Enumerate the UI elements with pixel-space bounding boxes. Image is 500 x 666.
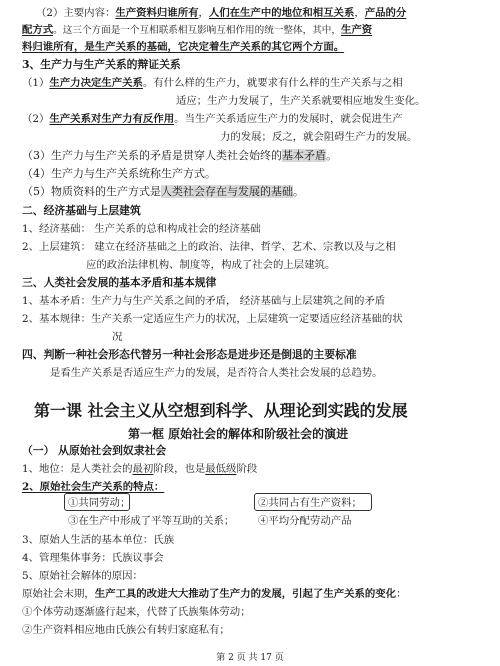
section-heading: （一） 从原始社会到奴隶社会 [22,444,167,457]
content-line [22,185,304,199]
text: （3）生产力与生产关系的矛盾是贯穿人类社会始终的 [22,149,282,162]
page-footer: 第 2 页 共 17 页 [216,653,284,663]
content-line: 2、原始社会生产关系的特点： [22,481,165,493]
content-line [22,149,337,163]
characteristic-item: ④平均分配劳动产品 [258,515,352,527]
characteristic-item: ①共同劳动； [68,497,131,509]
content-line: 适应；生产力发展了，生产关系就要相应地发生变化。 [176,95,426,107]
highlighted-term: 基本矛盾 [282,149,326,162]
content-line: 2、基本规律：生产关系一定适应生产力的状况，上层建筑一定要适应经济基础的状 [22,313,403,325]
highlighted-term: 人类社会存在与发展的基础 [161,185,293,198]
underlined-term: 生产关系对生产力有反作用 [49,113,175,125]
text: ， [198,7,209,19]
content-line: 5、原始社会解体的原因： [22,570,143,582]
text: 。有什么样的生产力，就要求有什么样的生产关系与之相 [142,77,403,89]
bold-sentence: 生产工具的改进大大推动了生产力的发展，引起了生产关系的变化 [94,588,397,600]
underlined-term: 人们在生产中的地位和相互关系 [208,7,355,19]
text: 。这三个方面是一个互相联系相互影响互相作用的统一整体，其中， [53,25,341,36]
section-heading: 3、生产力与生产关系的辩证关系 [22,58,181,71]
text: 阶段，也是 [153,463,206,475]
lesson-title: 第一课 社会主义从空想到科学、从理论到实践的发展 [34,401,408,420]
underlined-term: 配方式 [22,24,54,36]
underlined-term: 最低级 [205,463,237,475]
lesson-subtitle: 第一框 原始社会的解体和阶级社会的演进 [128,427,349,441]
section-heading: 二、经济基础与上层建筑 [22,204,141,217]
content-line [36,6,406,20]
text: （1） [22,77,50,89]
text: 1、地位：是人类社会的 [22,463,133,475]
text: 。 [326,149,337,162]
content-line: 力的发展；反之，就会阻碍生产力的发展。 [220,131,418,143]
content-line: 应的政治法律机构、制度等，构成了社会的上层建筑。 [86,259,336,271]
characteristic-item: ②共同占有生产资料； [258,497,362,509]
content-line: 况 [112,331,123,343]
underlined-term: 生产资 [340,24,373,36]
content-line [22,76,403,90]
content-line [22,112,403,126]
content-line: 2、上层建筑： 建立在经济基础之上的政治、法律、哲学、艺术、宗教以及与之相 [22,241,396,253]
characteristic-item: ③在生产中形成了平等互助的关系； [68,515,235,527]
content-line: 4、管理集体事务：氏族议事会 [22,552,164,564]
text: 。当生产关系适应生产力的发展时，就会促进生产 [174,113,403,125]
content-line: ①个体劳动逐渐盛行起来，代替了氏族集体劳动； [22,606,251,618]
content-line: 3、原始人生活的基本单位：氏族 [22,534,175,546]
content-line: 1、基本矛盾：生产力与生产关系之间的矛盾， 经济基础与上层建筑之间的矛盾 [22,295,386,307]
content-line: 是看生产关系是否适应生产力的发展，是否符合人类社会发展的总趋势。 [50,367,383,379]
content-line: （4）生产力与生产关系统称生产方式。 [22,167,216,180]
text: ： [396,588,407,600]
text: （2）主要内容： [36,7,116,19]
content-line: 1、经济基础： 生产关系的总和构成社会的经济基础 [22,223,261,235]
content-line: ②生产资料相应地由氏族公有转归家庭私有； [22,624,230,636]
content-line [22,462,257,476]
underlined-term: 产品的分 [364,7,407,19]
section-heading: 四、判断一种社会形态代替另一种社会形态是进步还是倒退的主要标准 [22,348,357,361]
text: 阶段 [236,463,258,475]
underlined-term: 最初 [132,463,154,475]
text: （5）物质资料的生产方式是 [22,185,161,198]
section-heading: 三、人类社会发展的基本矛盾和基本规律 [22,276,217,289]
underlined-sentence: 料归谁所有，是生产关系的基础，它决定着生产关系的其它两个方面。 [22,41,345,53]
content-line [22,587,406,601]
underlined-term: 生产资料归谁所有 [115,7,199,19]
content-line [22,23,372,38]
text: （2） [22,113,50,125]
text: 原始社会末期， [22,588,95,600]
text: ， [354,7,365,19]
text: 。 [293,185,304,198]
underlined-term: 生产力决定生产关系 [49,77,143,89]
